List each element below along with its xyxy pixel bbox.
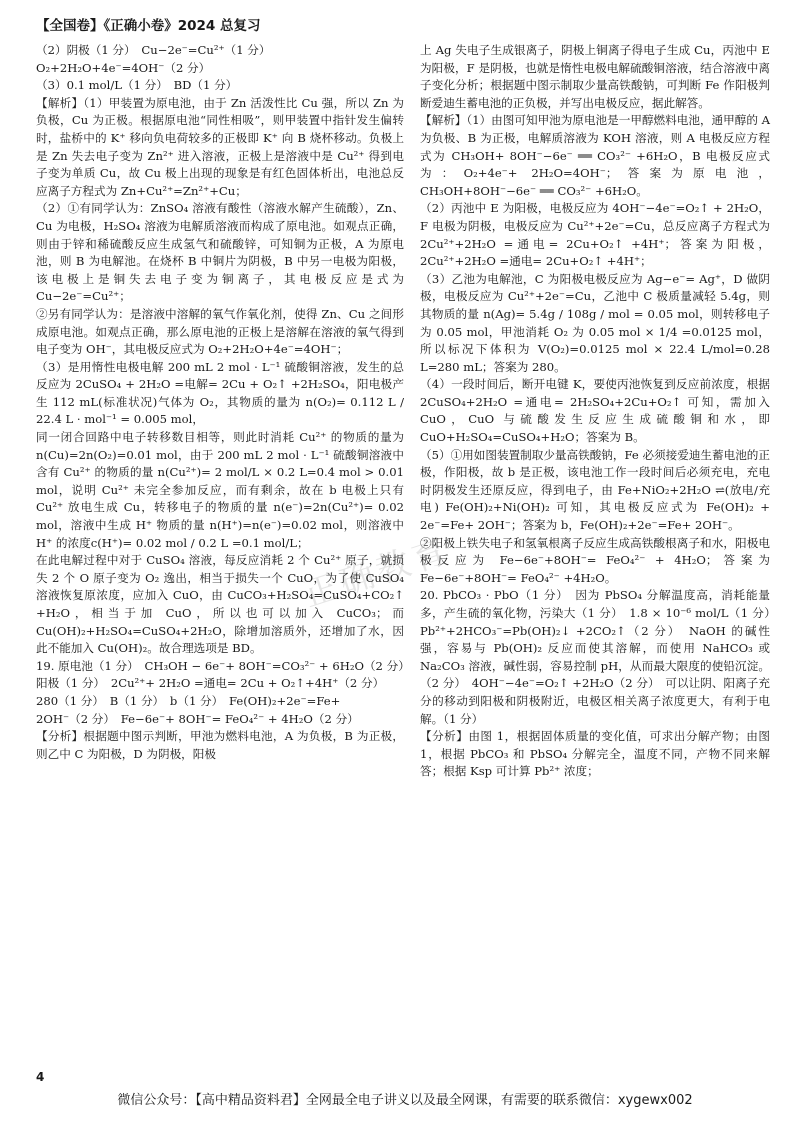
watermark: 正确教育 xyxy=(298,530,456,616)
answer-line: 280（1 分） B（1 分） b（1 分） Fe(OH)₂+2e⁻=Fe+ xyxy=(36,693,341,708)
analysis-paragraph: （3）是用惰性电极电解 200 mL 2 mol · L⁻¹ 硫酸铜溶液，发生的总反应为 2CuSO₄ + 2H₂O =电解= 2Cu + O₂↑ +2H₂SO₄，阳电极产生 112 mL(标准状况)气体为 O₂，其物质的量为 n(O₂)= 0.112 L / 22.4 L · mol⁻¹ = 0.005 mol， xyxy=(36,359,404,427)
answer-line: 阳极（1 分） 2Cu²⁺+ 2H₂O =通电= 2Cu + O₂↑+4H⁺（2 分） xyxy=(36,676,385,691)
analysis-paragraph: 在此电解过程中对于 CuSO₄ 溶液，每反应消耗 2 个 Cu²⁺ 原子，就损失 2 个 O 原子变为 O₂ 逸出，相当于损失一个 CuO，为了使 CuSO₄ 溶液恢复原浓度，应加入 CuO，由 CuCO₃+H₂SO₄=CuSO₄+CO₂↑ +H₂O，相当于加 CuO，所以也可以加入 CuCO₃；而 Cu(OH)₂+H₂SO₄=CuSO₄+2H₂O，除增加溶质外，还增加了水，因此不能加入 Cu(OH)₂。故合理选项是 BD。 xyxy=(36,553,404,656)
analysis-paragraph: 同一闭合回路中电子转移数目相等，则此时消耗 Cu²⁺ 的物质的量为 n(Cu)=2n(O₂)=0.01 mol，由于 200 mL 2 mol · L⁻¹ 硫酸铜溶液中含有 Cu²⁺ 的物质的量 n(Cu²⁺)= 2 mol/L × 0.2 L=0.4 mol > 0.01 mol，说明 Cu²⁺ 未完全参加反应，而有剩余，故在 b 电极上只有 Cu²⁺ 放电生成 Cu，转移电子的物质的量 n(e⁻)=2n(Cu²⁺)= 0.02 mol，溶液中生成 H⁺ 物质的量 n(H⁺)=n(e⁻)=0.02 mol，则溶液中 H⁺ 的浓度c(H⁺)= 0.02 mol / 0.2 L =0.1 mol/L； xyxy=(36,430,404,550)
analysis-paragraph: 【分析】由图 1，根据固体质量的变化值，可求出分解产物；由图 1，根据 PbCO₃ 和 PbSO₄ 分解完全，温度不同，产物不同来解答；根据 Ksp 可计算 Pb²⁺ 浓度； xyxy=(420,729,770,779)
analysis-paragraph: （5）①用如图装置制取少量高铁酸钠，Fe 必须接爱迪生蓄电池的正极，作阳极，故 b 是正极，该电池工作一段时间后必须充电，充电时阴极发生还原反应，得到电子，由 Fe+NiO₂+2H₂O ⇌(放电/充电) Fe(OH)₂+Ni(OH)₂ 可知，其电极反应式为 Fe(OH)₂ + 2e⁻=Fe+ 2OH⁻；答案为 b，Fe(OH)₂+2e⁻=Fe+ 2OH⁻。 xyxy=(420,447,770,533)
analysis-paragraph: （4）一段时间后，断开电键 K，要使丙池恢复到反应前浓度，根据 2CuSO₄+2H₂O =通电= 2H₂SO₄+2Cu+O₂↑ 可知，需加入 CuO，CuO 与硫酸发生反应生成硫酸铜和水，即 CuO+H₂SO₄=CuSO₄+H₂O；答案为 B。 xyxy=(420,377,770,445)
analysis-paragraph: （2）①有同学认为：ZnSO₄ 溶液有酸性（溶液水解产生硫酸），Zn、Cu 为电极，H₂SO₄ 溶液为电解质溶液而构成了原电池。如观点正确，则由于锌和稀硫酸反应生成氢气和硫酸锌，可知铜为正极，A 为原电池，则 B 为电解池。在烧杯 B 中铜片为阴极，B 中另一电极为阳极，该电极上是铜失去电子变为铜离子，其电极反应是式为 Cu−2e⁻=Cu²⁺； xyxy=(36,201,404,304)
footer-text: 微信公众号：【高中精品资料君】全网最全电子讲义以及最全网课，有需要的联系微信：xygewx002 xyxy=(117,1093,693,1108)
analysis-paragraph: 【解析】（1）由图可知甲池为原电池是一甲醇燃料电池，通甲醇的 A 为负极、B 为正极，电解质溶液为 KOH 溶液，则 A 电极反应方程式为 CH₃OH+ 8OH⁻−6e⁻ ══ CO₃²⁻ +6H₂O，B 电极反应式为：O₂+4e⁻+ 2H₂O=4OH⁻；答案为原电池，CH₃OH+8OH⁻−6e⁻ ══ CO₃²⁻ +6H₂O。 xyxy=(420,113,770,198)
analysis-paragraph: 【分析】根据题中图示判断，甲池为燃料电池，A 为负极，B 为正极，则乙中 C 为阳极，D 为阴极，阳极 xyxy=(36,729,404,761)
left-column xyxy=(36,42,410,763)
page-header: 【全国卷】《正确小卷》2024 总复习 xyxy=(36,18,261,34)
analysis-paragraph: （2）丙池中 E 为阳极，电极反应为 4OH⁻−4e⁻=O₂↑ + 2H₂O，F 电极为阴极，电极反应为 Cu²⁺+2e⁻=Cu，总反应离子方程式为 2Cu²⁺+2H₂O =通电= 2Cu+O₂↑ +4H⁺；答案为阳极，2Cu²⁺+2H₂O =通电= 2Cu+O₂↑ +4H⁺； xyxy=(420,201,770,269)
answer-line: 2OH⁻（2 分） Fe−6e⁻+ 8OH⁻= FeO₄²⁻ + 4H₂O（2 分） xyxy=(36,711,359,726)
answer-line: O₂+2H₂O+4e⁻=4OH⁻（2 分） xyxy=(36,60,211,75)
answer-line: （2）阴极（1 分） Cu−2e⁻=Cu²⁺（1 分） xyxy=(36,43,271,57)
answer-line: （3）0.1 mol/L（1 分） BD（1 分） xyxy=(36,78,238,93)
analysis-paragraph: 上 Ag 失电子生成银离子，阴极上铜离子得电子生成 Cu，丙池中 E 为阳极，F 是阴极，也就是惰性电极电解硫酸铜溶液，结合溶液中离子变化分析；根据题中图示制取少量高铁酸钠，可判断 Fe 作阳极判断爱迪生蓄电池的正负极，并写出电极反应，据此解答。 xyxy=(420,43,770,110)
question-19-answer: 19. 原电池（1 分） CH₃OH − 6e⁻+ 8OH⁻=CO₃²⁻ + 6H₂O（2 分） xyxy=(36,658,410,673)
analysis-paragraph: （3）乙池为电解池，C 为阳极电极反应为 Ag−e⁻= Ag⁺，D 做阴极，电极反应为 Cu²⁺+2e⁻=Cu，乙池中 C 极质量减轻 5.4g，则其物质的量 n(Ag)= 5.4g / 108g / mol = 0.05 mol，则转移电子为 0.05 mol，甲池消耗 O₂ 为 0.05 mol × 1/4 =0.0125 mol，所以标况下体积为 V(O₂)=0.0125 mol × 22.4 L/mol=0.28 L=280 mL；答案为 280。 xyxy=(420,271,770,374)
question-20-answer: 20. PbCO₃ · PbO（1 分） 因为 PbSO₄ 分解温度高，消耗能量多，产生硫的氧化物，污染大（1 分） 1.8 × 10⁻⁶ mol/L（1 分） Pb²⁺+2HCO₃⁻=Pb(OH)₂↓ +2CO₂↑（2 分） NaOH 的碱性强，容易与 Pb(OH)₂ 反应而使其溶解，而使用 NaHCO₃ 或 Na₂CO₃ 溶液，碱性弱，容易控制 pH，从而最大限度的使铅沉淀。（2 分） 4OH⁻−4e⁻=O₂↑ +2H₂O（2 分） 可以让阴、阳离子充分的移动到阳极和阴极附近，电极区相关离子浓度更大，有利于电解。（1 分） xyxy=(420,588,782,726)
analysis-paragraph: ②阳极上铁失电子和氢氧根离子反应生成高铁酸根离子和水，阳极电极反应为 Fe−6e⁻+8OH⁻= FeO₄²⁻ + 4H₂O；答案为 Fe−6e⁻+8OH⁻= FeO₄²⁻ +4H₂O。 xyxy=(420,535,770,585)
page-number: 4 xyxy=(36,1070,45,1084)
analysis-paragraph: 【解析】（1）甲装置为原电池，由于 Zn 活泼性比 Cu 强，所以 Zn 为负极，Cu 为正极。根据原电池“同性相吸”，则甲装置中指针发生偏转时，盐桥中的 K⁺ 移向负电荷较多的正极即 K⁺ 向 B 烧杯移动。负极上是 Zn 失去电子变为 Zn²⁺ 进入溶液，正极上是溶液中是 Cu²⁺ 得到电子变为单质 Cu，故 Cu 极上出现的现象是有红色固体析出，电池总反应离子方程式为 Zn+Cu²⁺=Zn²⁺+Cu； xyxy=(36,95,404,198)
analysis-paragraph: ②另有同学认为：是溶液中溶解的氧气作氧化剂，使得 Zn、Cu 之间形成原电池。如观点正确，那么原电池的正极上是溶解在溶液的氧气得到电子变为 OH⁻，其电极反应式为 O₂+2H₂O+4e⁻=4OH⁻； xyxy=(36,306,404,357)
right-column xyxy=(420,42,782,781)
